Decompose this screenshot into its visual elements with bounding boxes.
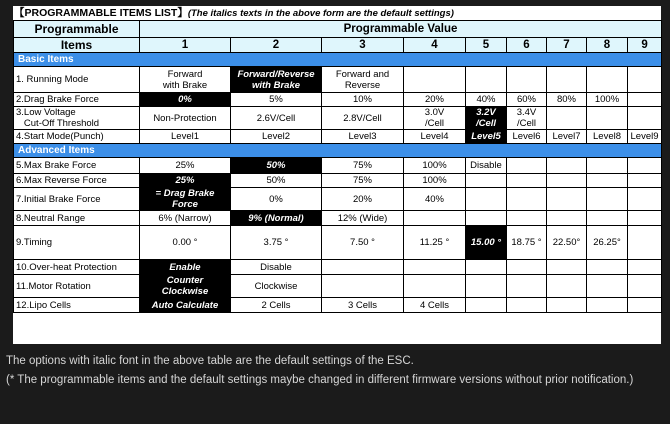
value-cell: 25% — [140, 158, 231, 174]
value-cell — [628, 67, 662, 93]
value-cell — [628, 211, 662, 226]
value-cell — [628, 107, 662, 130]
value-cell: 3 Cells — [322, 298, 404, 313]
value-cell — [628, 158, 662, 174]
section-row-advanced — [14, 144, 662, 158]
header-row-numbers — [14, 38, 662, 53]
value-cell: Level4 — [404, 130, 466, 144]
table-body — [14, 21, 662, 313]
item-label: 8.Neutral Range — [14, 211, 140, 226]
value-cell — [466, 67, 507, 93]
value-cell — [628, 93, 662, 107]
item-label: 4.Start Mode(Punch) — [14, 130, 140, 144]
item-label: 11.Motor Rotation — [14, 275, 140, 298]
value-cell — [547, 275, 587, 298]
value-cell — [628, 226, 662, 260]
default-value-cell: Counter Clockwise — [140, 275, 231, 298]
value-cell: 20% — [404, 93, 466, 107]
value-cell: 22.50° — [547, 226, 587, 260]
value-cell: 5% — [231, 93, 322, 107]
value-cell — [507, 158, 547, 174]
value-cell — [547, 298, 587, 313]
value-cell — [547, 188, 587, 211]
value-number: 3 — [322, 38, 404, 53]
footer-notes — [6, 352, 656, 390]
value-cell — [322, 275, 404, 298]
value-cell: 2.6V/Cell — [231, 107, 322, 130]
value-cell — [587, 174, 628, 188]
value-cell: 2.8V/Cell — [322, 107, 404, 130]
value-cell: Clockwise — [231, 275, 322, 298]
table-row — [14, 107, 662, 130]
value-cell: 100% — [404, 174, 466, 188]
value-cell: 50% — [231, 174, 322, 188]
header-row-top — [14, 21, 662, 38]
value-number: 4 — [404, 38, 466, 53]
value-cell: 75% — [322, 158, 404, 174]
value-cell — [587, 188, 628, 211]
value-cell — [404, 211, 466, 226]
value-cell — [322, 260, 404, 275]
value-cell: 0% — [231, 188, 322, 211]
default-value-cell: 3.2V /Cell — [466, 107, 507, 130]
value-cell: 7.50 ° — [322, 226, 404, 260]
item-label: 2.Drag Brake Force — [14, 93, 140, 107]
value-number: 2 — [231, 38, 322, 53]
footer-line-1: The options with italic font in the above table are the default settings of the ESC. — [6, 355, 414, 367]
value-cell: Level3 — [322, 130, 404, 144]
value-cell — [547, 174, 587, 188]
value-cell: 80% — [547, 93, 587, 107]
item-label: 3.Low Voltage Cut-Off Threshold — [14, 107, 140, 130]
value-cell: 26.25° — [587, 226, 628, 260]
table-row — [14, 211, 662, 226]
value-cell: 0.00 ° — [140, 226, 231, 260]
value-cell: 10% — [322, 93, 404, 107]
value-cell — [587, 275, 628, 298]
value-cell: 18.75 ° — [507, 226, 547, 260]
value-cell — [466, 260, 507, 275]
value-cell — [466, 211, 507, 226]
items-header-line1: Programmable — [14, 21, 140, 38]
value-cell — [547, 260, 587, 275]
value-cell: 60% — [507, 93, 547, 107]
value-cell — [587, 107, 628, 130]
value-cell — [507, 174, 547, 188]
value-cell — [587, 211, 628, 226]
value-number: 1 — [140, 38, 231, 53]
default-value-cell: Level5 — [466, 130, 507, 144]
value-cell: Non-Protection — [140, 107, 231, 130]
value-cell — [404, 67, 466, 93]
sheet-title — [13, 6, 661, 20]
value-cell: 6% (Narrow) — [140, 211, 231, 226]
value-cell: 4 Cells — [404, 298, 466, 313]
value-cell: 75% — [322, 174, 404, 188]
default-value-cell: 25% — [140, 174, 231, 188]
value-cell: Forward and Reverse — [322, 67, 404, 93]
value-cell — [628, 260, 662, 275]
value-cell: Level8 — [587, 130, 628, 144]
value-cell — [507, 211, 547, 226]
value-cell: 100% — [587, 93, 628, 107]
value-cell — [507, 188, 547, 211]
default-value-cell: 15.00 ° — [466, 226, 507, 260]
default-value-cell: 0% — [140, 93, 231, 107]
value-number: 7 — [547, 38, 587, 53]
value-number: 6 — [507, 38, 547, 53]
value-number: 8 — [587, 38, 628, 53]
value-cell: Level6 — [507, 130, 547, 144]
value-cell: Level7 — [547, 130, 587, 144]
default-value-cell: = Drag Brake Force — [140, 188, 231, 211]
value-cell: 3.0V /Cell — [404, 107, 466, 130]
programmable-items-table — [13, 20, 662, 313]
value-cell — [628, 188, 662, 211]
footer-line-2: (* The programmable items and the default settings maybe changed in different firmware versions without prior notification.) — [6, 374, 634, 386]
table-row — [14, 174, 662, 188]
value-cell: 11.25 ° — [404, 226, 466, 260]
section-row-basic — [14, 53, 662, 67]
value-cell: 40% — [466, 93, 507, 107]
section-title: Basic Items — [14, 53, 662, 67]
value-cell — [547, 67, 587, 93]
value-cell: Disable — [466, 158, 507, 174]
value-cell: 40% — [404, 188, 466, 211]
value-cell: Forward with Brake — [140, 67, 231, 93]
value-cell — [628, 298, 662, 313]
value-number: 5 — [466, 38, 507, 53]
table-row — [14, 298, 662, 313]
value-cell: 100% — [404, 158, 466, 174]
value-cell — [587, 67, 628, 93]
item-label: 5.Max Brake Force — [14, 158, 140, 174]
item-label: 6.Max Reverse Force — [14, 174, 140, 188]
value-cell — [404, 260, 466, 275]
value-cell — [507, 67, 547, 93]
value-cell — [547, 107, 587, 130]
value-cell: 3.75 ° — [231, 226, 322, 260]
sheet-title-note: (The italics texts in the above form are the default settings) — [187, 8, 454, 19]
value-cell — [466, 188, 507, 211]
item-label: 7.Initial Brake Force — [14, 188, 140, 211]
item-label: 1. Running Mode — [14, 67, 140, 93]
value-cell: Level9 — [628, 130, 662, 144]
value-cell — [466, 174, 507, 188]
table-row — [14, 226, 662, 260]
table-row — [14, 158, 662, 174]
programmable-items-sheet — [13, 6, 661, 344]
programmable-value-header: Programmable Value — [140, 21, 662, 38]
table-row — [14, 93, 662, 107]
table-row — [14, 275, 662, 298]
value-cell — [587, 298, 628, 313]
value-number: 9 — [628, 38, 662, 53]
value-cell — [587, 260, 628, 275]
value-cell — [466, 275, 507, 298]
item-label: 12.Lipo Cells — [14, 298, 140, 313]
value-cell — [507, 275, 547, 298]
value-cell — [547, 211, 587, 226]
value-cell: 3.4V /Cell — [507, 107, 547, 130]
value-cell — [587, 158, 628, 174]
value-cell: Disable — [231, 260, 322, 275]
table-row — [14, 130, 662, 144]
value-cell: 12% (Wide) — [322, 211, 404, 226]
default-value-cell: 50% — [231, 158, 322, 174]
value-cell: Level1 — [140, 130, 231, 144]
item-label: 10.Over-heat Protection — [14, 260, 140, 275]
item-label: 9.Timing — [14, 226, 140, 260]
value-cell — [547, 158, 587, 174]
value-cell — [628, 275, 662, 298]
value-cell — [404, 275, 466, 298]
value-cell — [507, 298, 547, 313]
value-cell: 20% — [322, 188, 404, 211]
default-value-cell: Forward/Reverse with Brake — [231, 67, 322, 93]
section-title: Advanced Items — [14, 144, 662, 158]
default-value-cell: Auto Calculate — [140, 298, 231, 313]
items-header-line2: Items — [14, 38, 140, 53]
default-value-cell: Enable — [140, 260, 231, 275]
value-cell — [628, 174, 662, 188]
sheet-title-main: 【PROGRAMMABLE ITEMS LIST】 — [14, 7, 188, 19]
table-row — [14, 67, 662, 93]
table-row — [14, 188, 662, 211]
default-value-cell: 9% (Normal) — [231, 211, 322, 226]
value-cell: 2 Cells — [231, 298, 322, 313]
table-row — [14, 260, 662, 275]
value-cell — [507, 260, 547, 275]
value-cell: Level2 — [231, 130, 322, 144]
value-cell — [466, 298, 507, 313]
